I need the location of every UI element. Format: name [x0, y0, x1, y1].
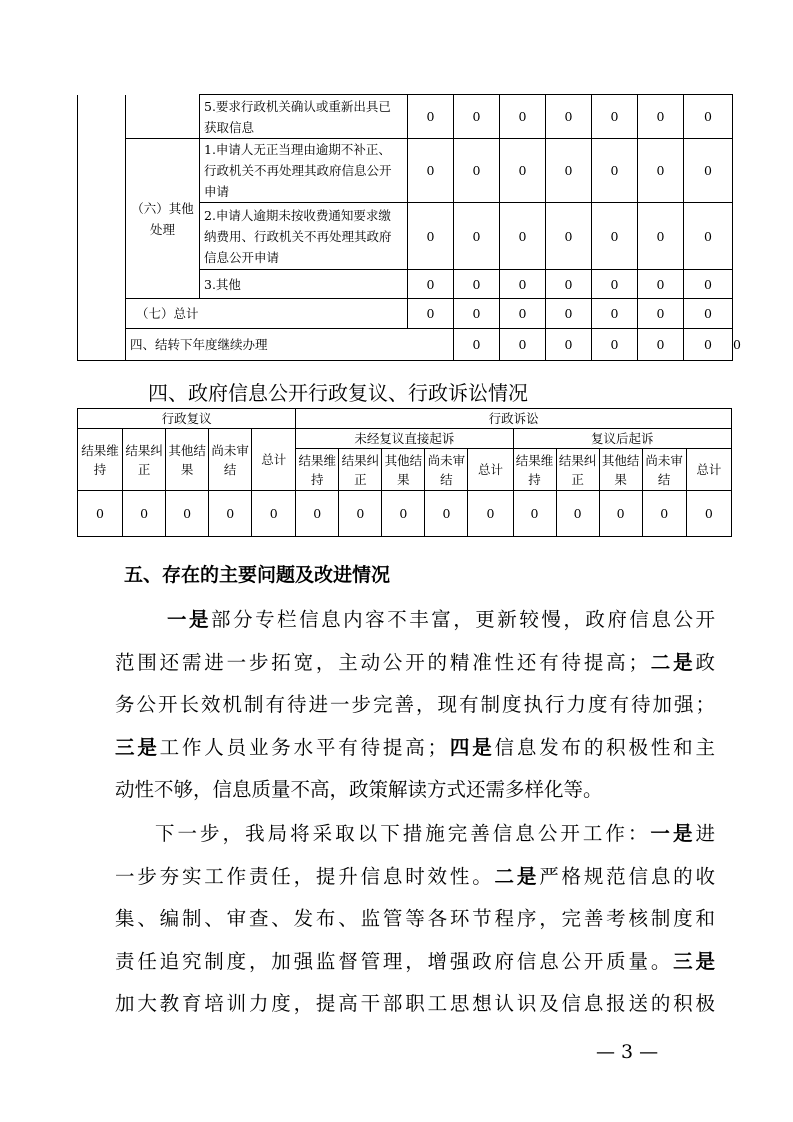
col-header: 结果纠正 [556, 449, 599, 491]
col-header: 结果维持 [513, 449, 556, 491]
table-row: 3.其他 0 0 0 0 0 0 0 [78, 270, 733, 299]
col-header: 其他结果 [166, 429, 209, 491]
col-header: 尚未审结 [425, 449, 468, 491]
row-label: 5.要求行政机关确认或重新出具已获取信息 [200, 95, 408, 139]
admin-review-header: 行政复议 [78, 409, 296, 429]
col-header: 其他结果 [599, 449, 642, 491]
col-header: 其他结果 [382, 449, 425, 491]
row-label: 2.申请人逾期未按收费通知要求缴纳费用、行政机关不再处理其政府信息公开申请 [200, 203, 408, 270]
after-review-suit-header: 复议后起诉 [513, 429, 732, 449]
row-label: 3.其他 [200, 270, 408, 299]
col-header: 总计 [252, 429, 296, 491]
problems-paragraph: 一是部分专栏信息内容不丰富，更新较慢，政府信息公开 范围还需进一步拓宽，主动公开的精准性还有待提高；二是政 务公开长效机制有待进一步完善，现有制度执行力度有待加强； 三是工作人员业务水平有待提高；四是信息发布的积极性和主 动性不够，信息质量不高，政策解读方式还需多样化等。 [115, 608, 715, 802]
col-header: 尚未审结 [209, 429, 252, 491]
table-row: 5.要求行政机关确认或重新出具已获取信息 0 0 0 0 0 0 0 [78, 95, 733, 139]
col-header: 结果维持 [78, 429, 123, 491]
disclosure-table-continued [77, 94, 741, 361]
improvement-paragraph: 下一步，我局将采取以下措施完善信息公开工作：一是进 一步夯实工作责任，提升信息时效性。二是严格规范信息的收 集、编制、审查、发布、监管等各环节程序，完善考核制度和 责任追究制度，加强监督管理，增强政府信息公开质量。三是 加大教育培训力度，提高干部职工思想认识及信息报送的积极 [115, 822, 715, 1016]
row-label: （七）总计 [126, 299, 408, 329]
group-label: （六）其他处理 [126, 139, 200, 299]
row-label: 1.申请人无正当理由逾期不补正、行政机关不再处理其政府信息公开申请 [200, 139, 408, 203]
admin-litigation-header: 行政诉讼 [296, 409, 732, 429]
direct-suit-header: 未经复议直接起诉 [296, 429, 513, 449]
table-row: 四、结转下年度继续办理 0 0 0 0 0 0 0 [78, 329, 733, 361]
page-number: — 3 — [596, 1041, 659, 1063]
row-label: 四、结转下年度继续办理 [126, 329, 454, 361]
section-title: 五、存在的主要问题及改进情况 [124, 564, 391, 586]
col-header: 总计 [468, 449, 513, 491]
section-title: 四、政府信息公开行政复议、行政诉讼情况 [148, 381, 528, 405]
table-row: （七）总计 0 0 0 0 0 0 0 [78, 299, 733, 329]
table-row: 2.申请人逾期未按收费通知要求缴纳费用、行政机关不再处理其政府信息公开申请 0 0 0 0 0 0 0 [78, 203, 733, 270]
col-header: 结果纠正 [339, 449, 382, 491]
col-header: 结果维持 [296, 449, 339, 491]
col-header: 尚未审结 [642, 449, 686, 491]
col-header: 结果纠正 [123, 429, 166, 491]
table-row: 0 0 0 0 0 0 0 0 0 0 0 0 0 0 0 [78, 491, 732, 537]
table-row: （六）其他处理 1.申请人无正当理由逾期不补正、行政机关不再处理其政府信息公开申请 0 0 0 0 0 0 0 [78, 139, 733, 203]
review-litigation-table [77, 408, 732, 537]
col-header: 总计 [686, 449, 731, 491]
